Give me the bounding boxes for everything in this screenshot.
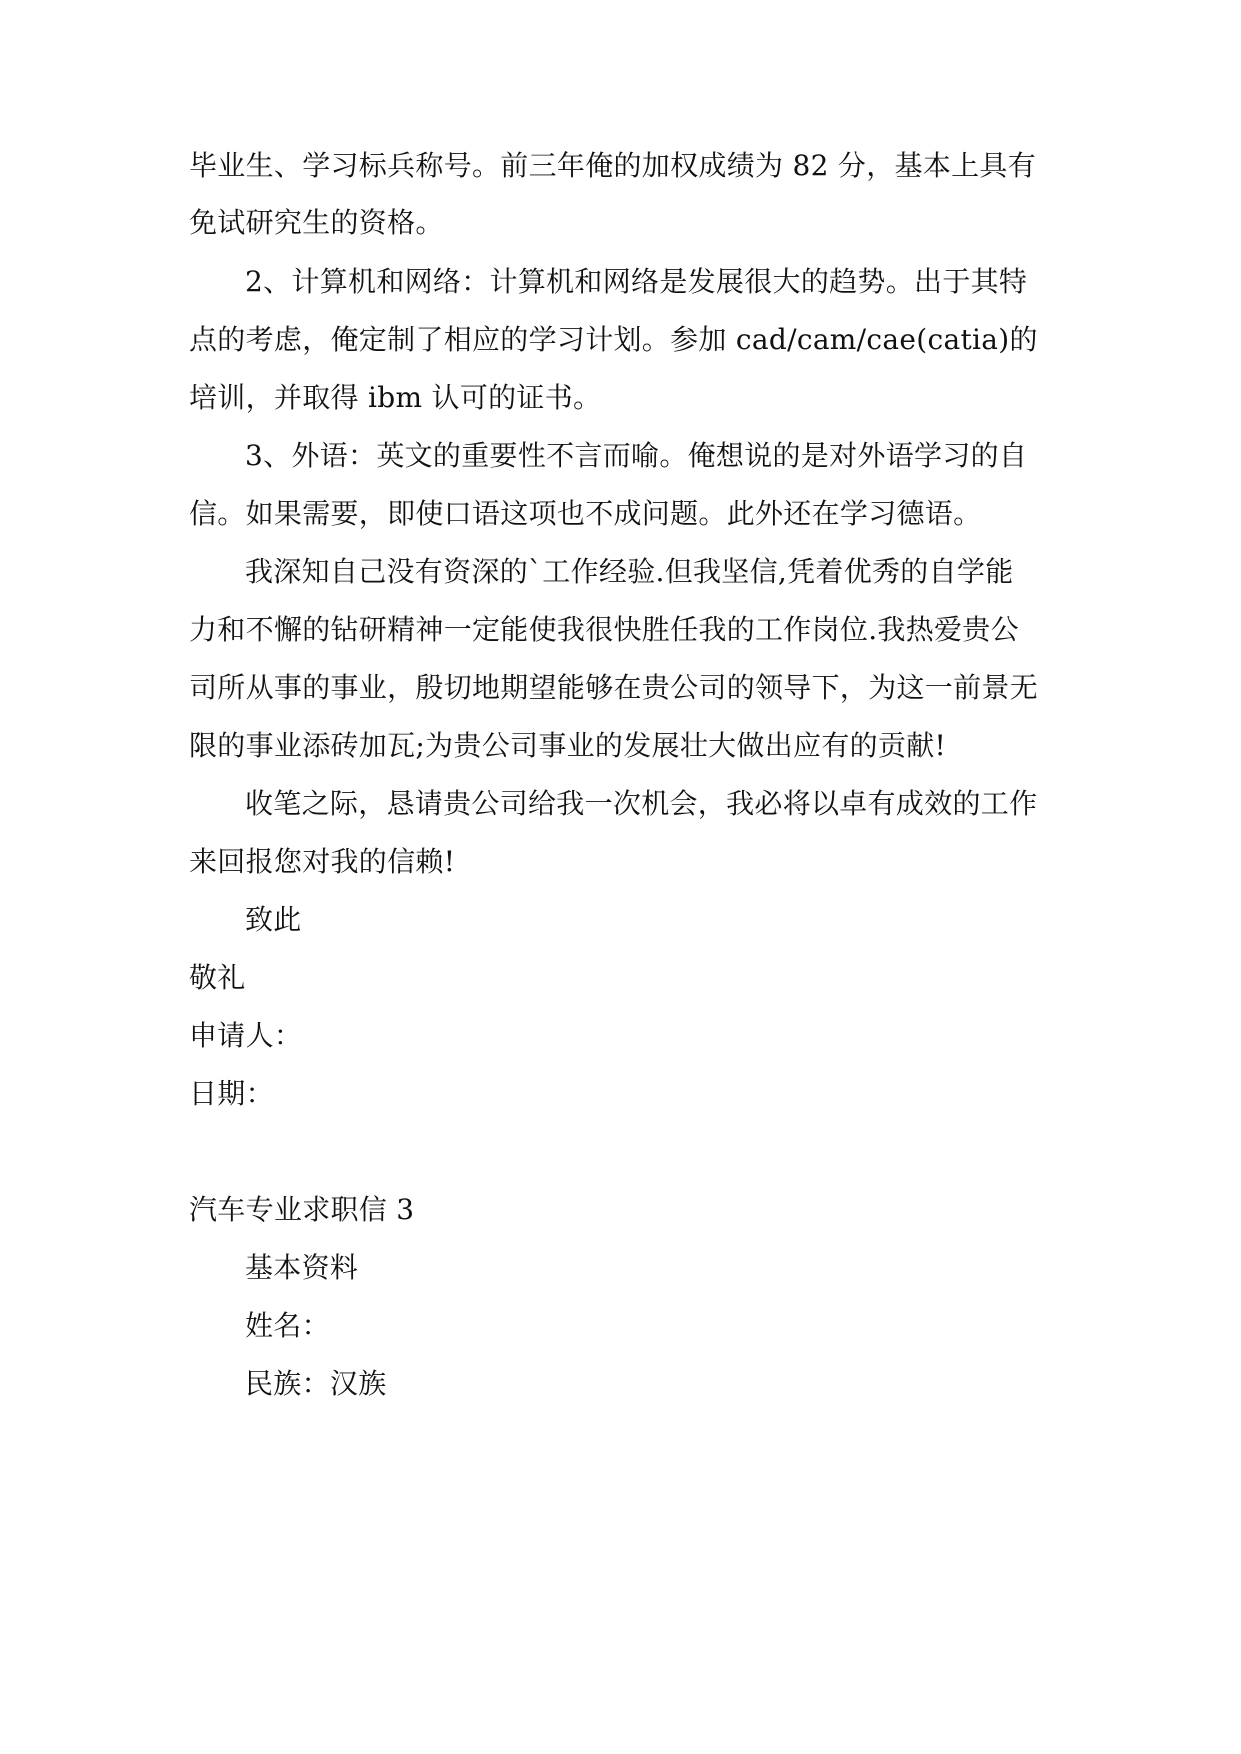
text-line: 点的考虑，俺定制了相应的学习计划。参加 cad/cam/cae(catia)的 — [189, 323, 1038, 356]
text-line: 力和不懈的钻研精神一定能使我很快胜任我的工作岗位.我热爱贵公 — [189, 613, 1019, 646]
basic-info-heading: 基本资料 — [245, 1251, 359, 1284]
paragraph-foreign-language: 3、外语：英文的重要性不言而喻。俺想说的是对外语学习的自 — [245, 439, 1028, 472]
text-line: 限的事业添砖加瓦;为贵公司事业的发展壮大做出应有的贡献! — [189, 729, 947, 762]
date-label: 日期： — [189, 1077, 274, 1110]
paragraph-computer-network: 2、计算机和网络：计算机和网络是发展很大的趋势。出于其特 — [245, 265, 1028, 298]
text-line: 免试研究生的资格。 — [189, 206, 444, 239]
text-line: 来回报您对我的信赖! — [189, 845, 456, 878]
text-line: 毕业生、学习标兵称号。前三年俺的加权成绩为 82 分，基本上具有 — [189, 149, 1037, 182]
section-title: 汽车专业求职信 3 — [189, 1193, 415, 1226]
name-field: 姓名： — [245, 1309, 330, 1342]
ethnicity-field: 民族：汉族 — [245, 1367, 387, 1400]
salutation-zhici: 致此 — [245, 903, 302, 936]
text-line: 信。如果需要，即使口语这项也不成问题。此外还在学习德语。 — [189, 497, 982, 530]
salutation-jingli: 敬礼 — [189, 961, 246, 994]
text-line: 培训，并取得 ibm 认可的证书。 — [189, 381, 602, 414]
applicant-label: 申请人： — [189, 1019, 303, 1052]
paragraph-work-experience: 我深知自己没有资深的`工作经验.但我坚信,凭着优秀的自学能 — [245, 555, 1014, 588]
text-line: 司所从事的事业，殷切地期望能够在贵公司的领导下，为这一前景无 — [189, 671, 1039, 704]
paragraph-closing: 收笔之际，恳请贵公司给我一次机会，我必将以卓有成效的工作 — [245, 787, 1038, 820]
